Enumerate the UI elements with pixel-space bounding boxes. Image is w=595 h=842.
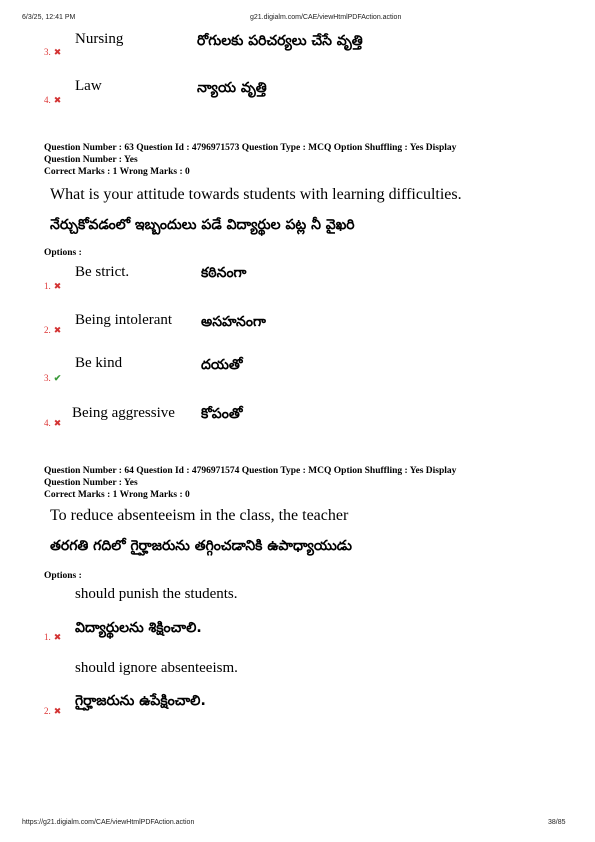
cross-icon: ✖ — [53, 281, 62, 291]
q63-meta — [44, 142, 564, 178]
q64-meta — [44, 465, 564, 501]
q63-meta-line2: Question Number : Yes — [44, 155, 138, 165]
prev-option-4-number: 4. ✖ — [44, 95, 62, 105]
q63-meta-line1: Question Number : 63 Question Id : 4796971573 Question Type : MCQ Option Shuffling : Yes Display — [44, 143, 457, 153]
cross-icon: ✖ — [53, 325, 62, 335]
q63-option-1-number: 1. ✖ — [44, 281, 62, 291]
prev-option-3-number: 3. ✖ — [44, 47, 62, 57]
footer-page-number: 38/85 — [548, 819, 566, 826]
q63-question-en: What is your attitude towards students with learning difficulties. — [50, 186, 462, 203]
q63-option-1-en: Be strict. — [75, 264, 130, 280]
q64-option-1-te: విద్యార్థులను శిక్షించాలి. — [75, 620, 202, 636]
cross-icon: ✖ — [53, 47, 62, 57]
footer-url: https://g21.digialm.com/CAE/viewHtmlPDFAction.action — [22, 819, 195, 826]
q63-option-4-number: 4. ✖ — [44, 418, 62, 428]
q64-marks: Correct Marks : 1 Wrong Marks : 0 — [44, 490, 190, 500]
prev-option-3-te: రోగులకు పరిచర్యలు చేసే వృత్తి — [197, 33, 363, 49]
print-datetime: 6/3/25, 12:41 PM — [22, 14, 76, 21]
q63-question-te: నేర్చుకోవడంలో ఇబ్బందులు పడే విద్యార్థుల పట్ల నీ వైఖరి — [50, 217, 355, 233]
print-url: g21.digialm.com/CAE/viewHtmlPDFAction.action — [250, 14, 402, 21]
q64-question-te: తరగతి గదిలో గైర్హాజరును తగ్గించడానికి ఉపాధ్యాయుడు — [50, 538, 352, 554]
q64-option-1-en: should punish the students. — [75, 586, 238, 602]
q64-option-2-te: గైర్హాజరును ఉపేక్షించాలి. — [75, 693, 206, 709]
q63-options-label: Options : — [44, 248, 82, 258]
q63-marks: Correct Marks : 1 Wrong Marks : 0 — [44, 167, 190, 177]
q64-option-2-en: should ignore absenteeism. — [75, 660, 238, 676]
q64-meta-line2: Question Number : Yes — [44, 478, 138, 488]
q64-option-2-number: 2. ✖ — [44, 706, 62, 716]
q64-question-en: To reduce absenteeism in the class, the teacher — [50, 507, 349, 524]
q64-meta-line1: Question Number : 64 Question Id : 4796971574 Question Type : MCQ Option Shuffling : Yes Display — [44, 466, 457, 476]
q63-option-2-en: Being intolerant — [75, 312, 173, 328]
q63-option-4-en: Being aggressive — [72, 405, 175, 421]
cross-icon: ✖ — [53, 632, 62, 642]
cross-icon: ✖ — [53, 706, 62, 716]
q64-options-label: Options : — [44, 571, 82, 581]
cross-icon: ✖ — [53, 95, 62, 105]
cross-icon: ✖ — [53, 418, 62, 428]
q63-option-1-te: కఠినంగా — [201, 265, 247, 281]
prev-option-3-en: Nursing — [75, 31, 124, 47]
q63-option-3-te: దయతో — [201, 357, 243, 373]
q63-option-3-number: 3. ✔ — [44, 373, 62, 383]
check-icon: ✔ — [53, 373, 62, 383]
q64-option-1-number: 1. ✖ — [44, 632, 62, 642]
q63-option-2-number: 2. ✖ — [44, 325, 62, 335]
q63-option-4-te: కోపంతో — [201, 406, 243, 422]
prev-option-4-en: Law — [75, 78, 102, 94]
q63-option-3-en: Be kind — [75, 355, 123, 371]
prev-option-4-te: న్యాయ వృత్తి — [197, 80, 267, 96]
q63-option-2-te: అసహనంగా — [201, 314, 266, 330]
